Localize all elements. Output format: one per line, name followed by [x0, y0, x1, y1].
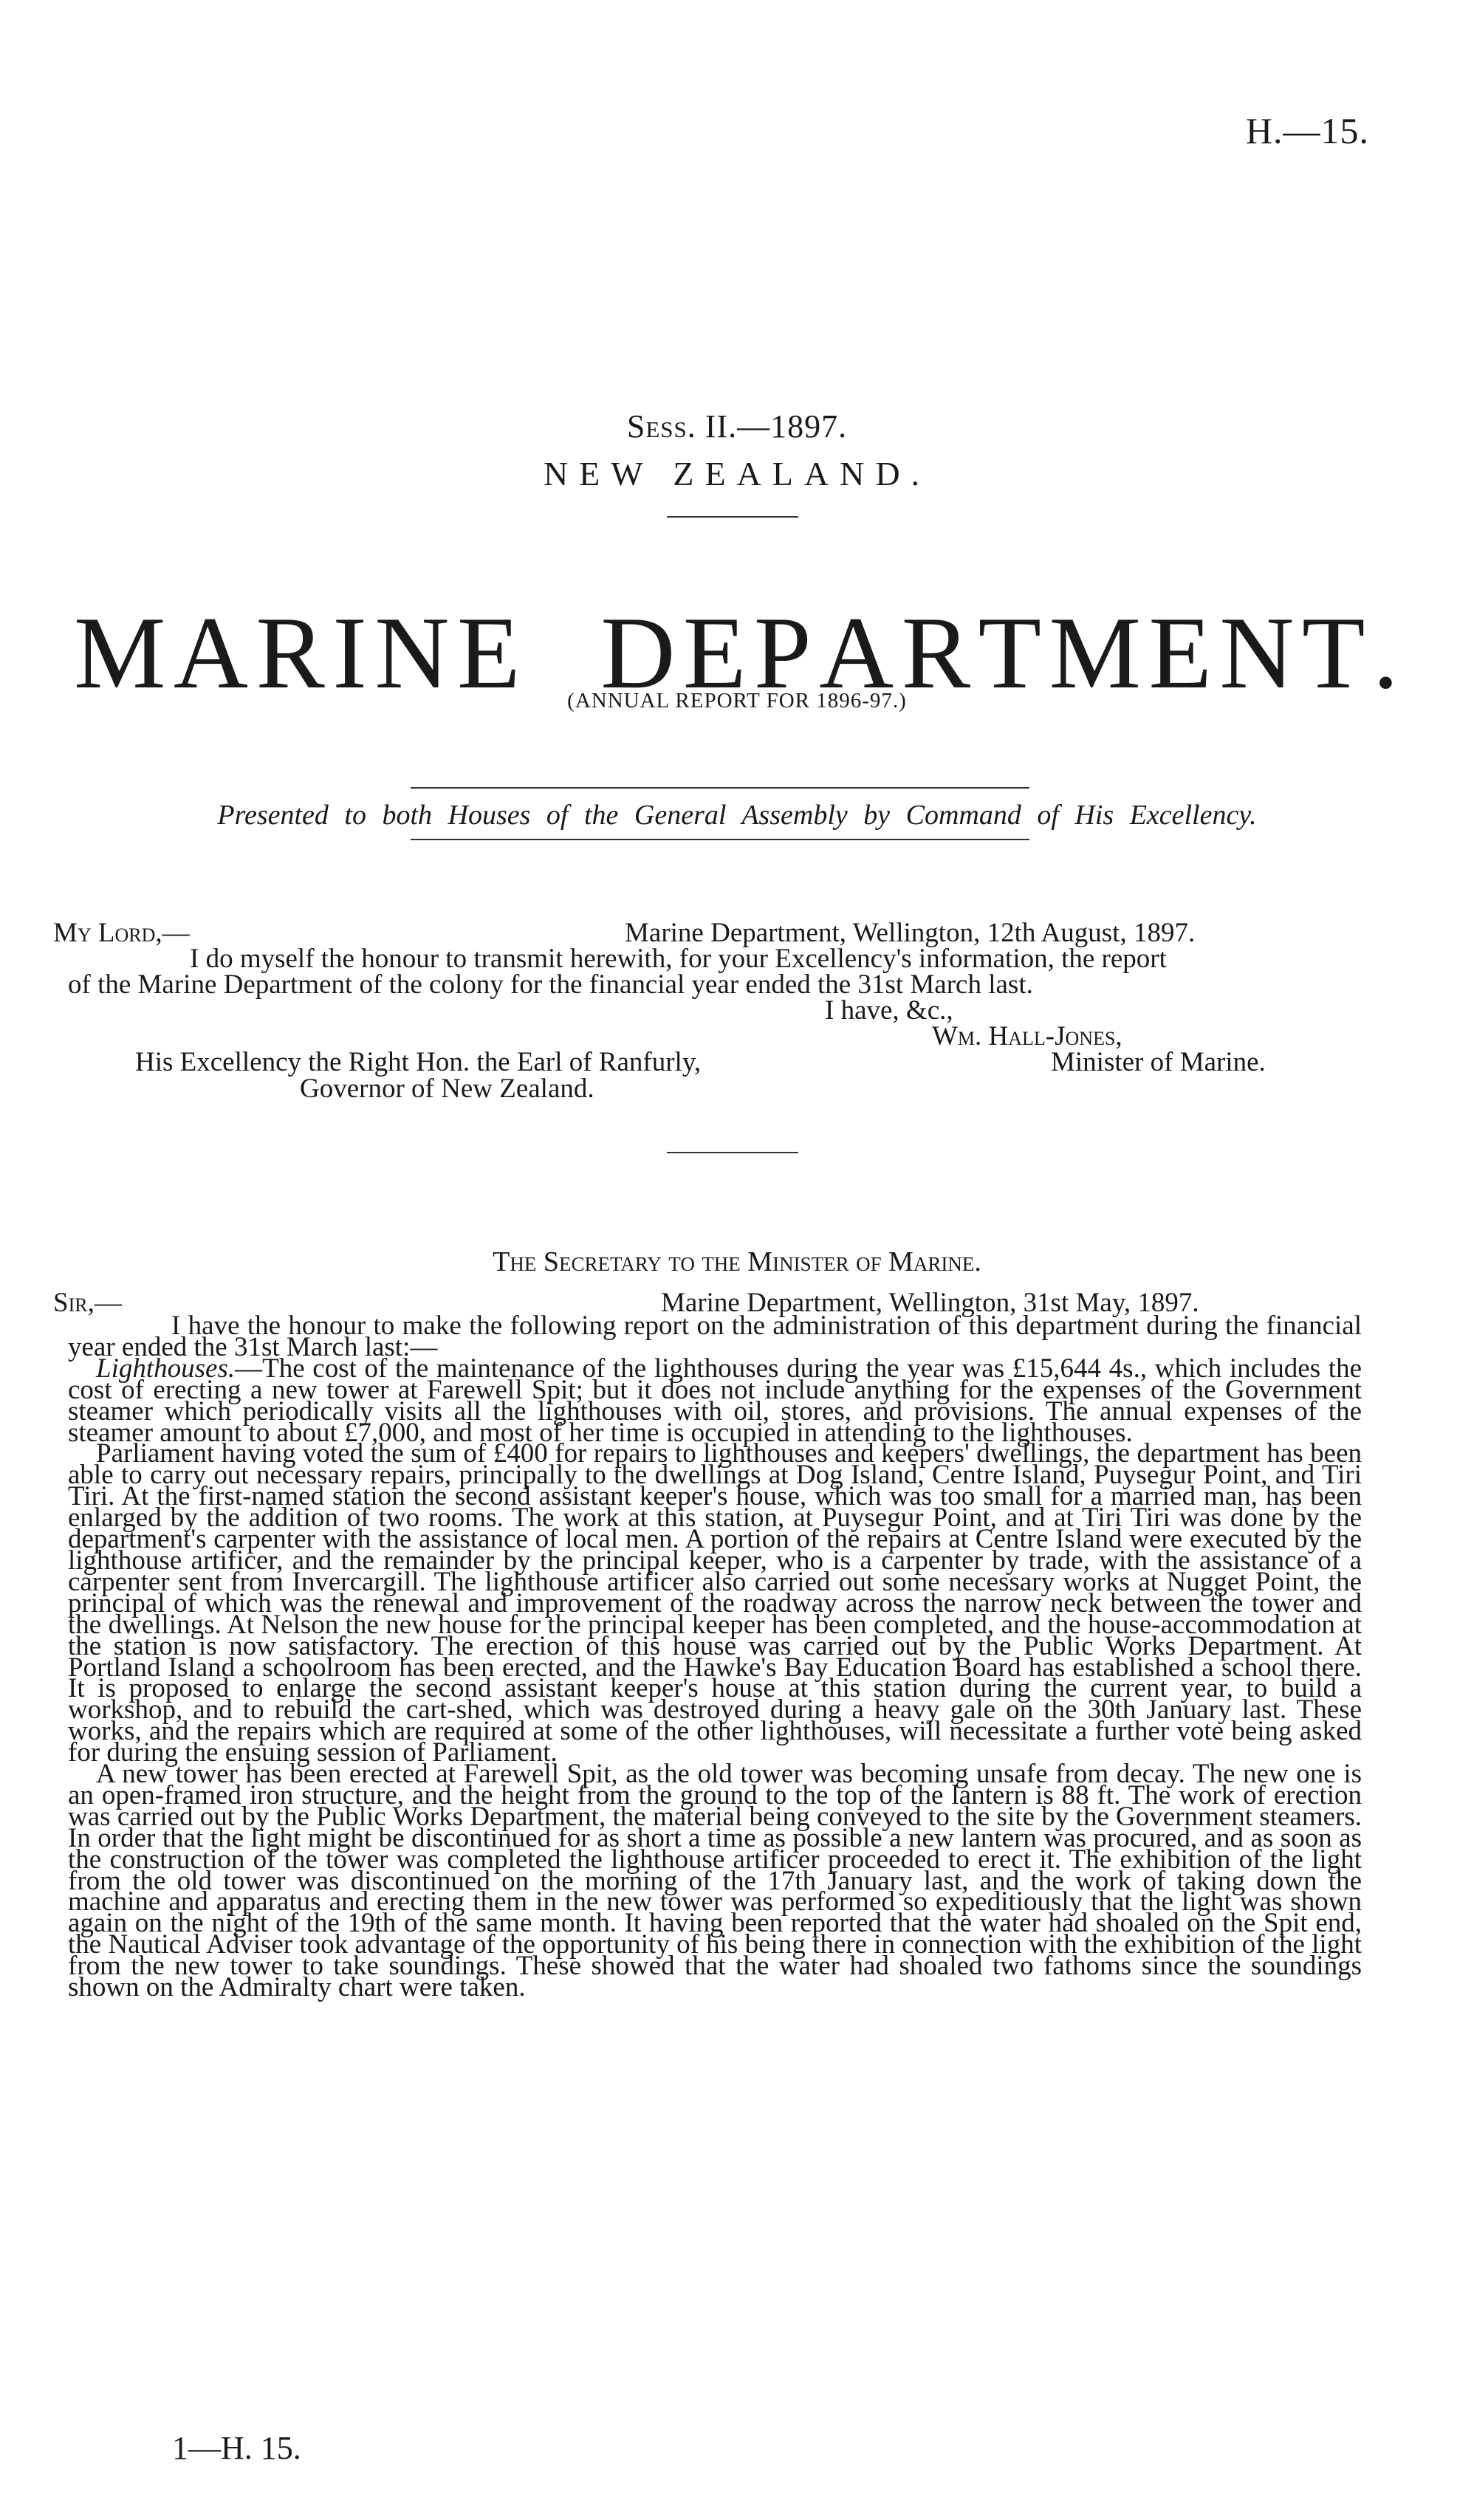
session-year: II.—1897. — [705, 408, 848, 444]
farewell-spit-paragraph: A new tower has been erected at Farewell Spit, as the old tower was becoming unsafe from decay. The new one is an open-framed iron structure, and the height from the ground to the top of the lantern is 88 ft. The work of erection was carried out by the Public Works Department, the material being conveyed to the site by the Government steamers. In order that the light might be discontinued for as short a time as possible a new lantern was procured, and as soon as the construction of the tower was completed the lighthouse artificer proceeded to erect it. The exhibition of the light from the old tower was discontinued on the morning of the 17th January last, and the work of taking down the machine and apparatus and erecting them in the new tower was performed so expeditiously that the light was shown again on the night of the 19th of the same month. It having been reported that the water had shoaled on the Spit end, the Nautical Adviser took advantage of the opportunity of his being there in connection with the exhibition of the light from the new tower to take soundings. These showed that the water had shoaled two fathoms since the soundings shown on the Admiralty chart were taken. — [68, 1759, 1362, 2003]
title-letter: P — [753, 596, 813, 710]
title-letter: T — [1301, 596, 1367, 710]
report-subtitle: (ANNUAL REPORT FOR 1896-97.) — [567, 689, 907, 713]
report-intro: I have the honour to make the following report on the administration of this department during the financial year ended the 31st March last:— — [68, 1311, 1362, 1362]
divider — [411, 839, 1029, 840]
country-heading: NEW ZEALAND. — [543, 455, 931, 492]
letter1-dateline: Marine Department, Wellington, 12th August, 1897. — [625, 918, 1196, 948]
title-letter: . — [1372, 596, 1400, 710]
title-letter: E — [1148, 596, 1213, 710]
letter1-signature-title: Minister of Marine. — [1051, 1047, 1266, 1077]
letter1-addressee: Governor of New Zealand. — [300, 1074, 594, 1104]
report-body — [68, 1311, 1362, 2003]
title-letter: R — [901, 596, 973, 710]
divider — [667, 516, 798, 518]
title-letter: N — [374, 596, 451, 710]
title-letter: R — [256, 596, 326, 710]
letter2-salutation: Sir,— — [53, 1288, 122, 1318]
divider — [411, 787, 1029, 789]
title-letter: D — [600, 596, 677, 710]
title-letter: A — [173, 596, 250, 710]
lighthouses-paragraph — [68, 1353, 1362, 1448]
title-letter: N — [1219, 596, 1296, 710]
title-letter: A — [819, 596, 896, 710]
letter1-closing: I have, &c., — [825, 995, 953, 1026]
title-letter: M — [74, 596, 168, 710]
letter2-dateline: Marine Department, Wellington, 31st May, 1897. — [661, 1288, 1199, 1318]
lighthouses-heading: Lighthouses. — [96, 1353, 236, 1384]
letter1-salutation: My Lord,— — [53, 918, 190, 948]
page-footer-reference: 1—H. 15. — [172, 2430, 301, 2466]
letter1-body-line: of the Marine Department of the colony for the financial year ended the 31st March last. — [68, 969, 1033, 1000]
title-letter: E — [456, 596, 522, 710]
title-letter: I — [332, 596, 368, 710]
letter1-body-line: I do myself the honour to transmit herewith, for your Excellency's information, the report — [190, 944, 1167, 974]
letter2-heading: The Secretary to the Minister of Marine. — [493, 1246, 981, 1277]
repairs-paragraph: Parliament having voted the sum of £400 for repairs to lighthouses and keepers' dwellings, the department has been able to carry out necessary repairs, principally to the dwellings at Dog Island, Centre Island, Puysegur Point, and Tiri Tiri. At the first-named station the second assistant keeper's house, which was too small for a married man, has been enlarged by the addition of two rooms. The work at this station, at Puysegur Point, and at Tiri Tiri was done by the department's carpenter with the assistance of local men. A portion of the repairs at Centre Island were executed by the lighthouse artificer, and the remainder by the principal keeper, who is a carpenter by trade, with the assistance of a carpenter sent from Invercargill. The lighthouse artificer also carried out some necessary works at Nugget Point, the principal of which was the renewal and improvement of the roadway across the narrow neck between the tower and the dwellings. At Nelson the new house for the principal keeper has been completed, and the house-accommodation at the station is now satisfactory. The erection of this house was carried out by the Public Works Department. At Portland Island a schoolroom has been erected, and the Hawke's Bay Education Board has established a school there. It is proposed to enlarge the second assistant keeper's house at this station during the current year, to build a workshop, and to rebuild the cart-shed, which was destroyed during a heavy gale on the 30th January last. These works, and the repairs which are required at some of the other lighthouses, will necessitate a further vote being asked for during the ensuing session of Parliament. — [68, 1438, 1362, 1768]
title-letter: E — [682, 596, 748, 710]
lighthouses-text: —The cost of the maintenance of the lighthouses during the year was £15,644 4s., which includes the cost of erecting a new tower at Farewell Spit; but it does not include anything for the expenses of the Government steamer which periodically visits all the lighthouses with oil, stores, and provisions. The annual expenses of the steamer amount to about £7,000, and most of her time is occupied in attending to the lighthouses. — [68, 1353, 1362, 1448]
session-prefix: Sess. — [626, 408, 696, 444]
presented-line: Presented to both Houses of the General Assembly by Command of His Excellency. — [217, 800, 1257, 831]
divider — [667, 1152, 798, 1153]
title-letter: M — [1049, 596, 1142, 710]
letter1-signature: Wm. Hall-Jones, — [932, 1021, 1122, 1051]
letter1-addressee: His Excellency the Right Hon. the Earl of Ranfurly, — [135, 1047, 702, 1077]
document-reference: H.—15. — [1245, 110, 1369, 151]
session-line — [0, 408, 1474, 445]
title-letter: T — [978, 596, 1043, 710]
